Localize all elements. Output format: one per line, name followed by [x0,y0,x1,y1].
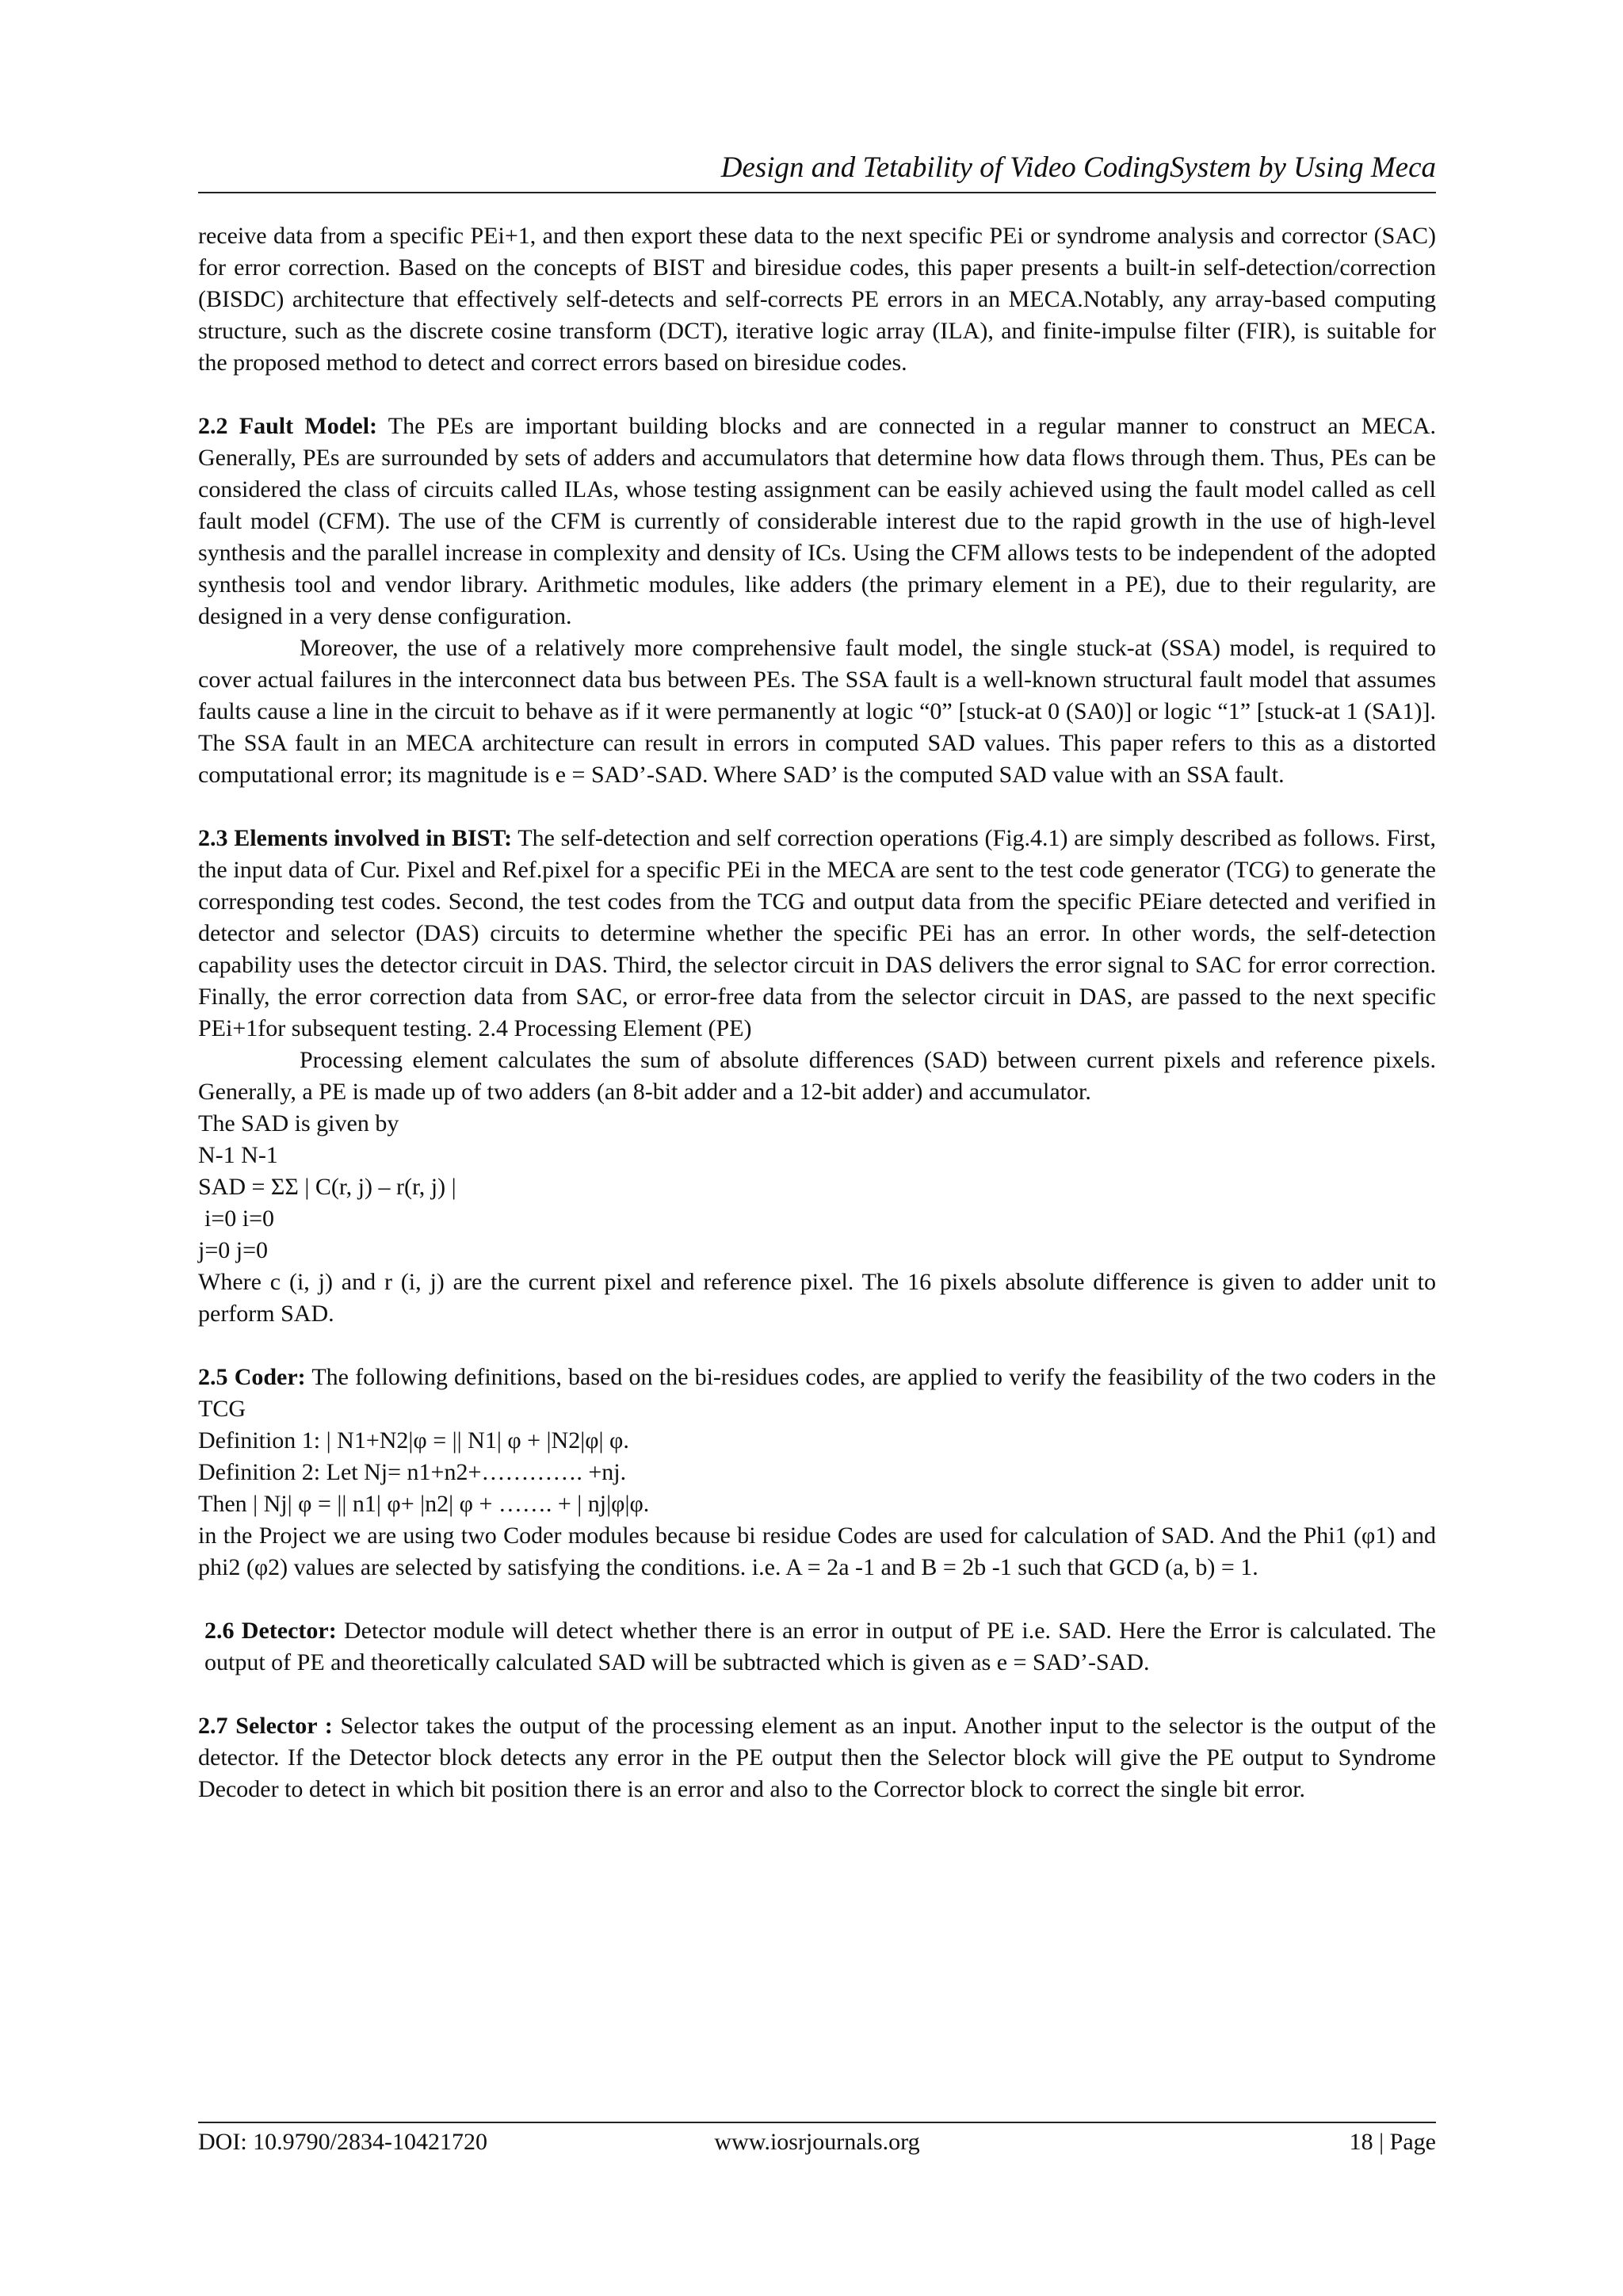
selector-paragraph [198,1710,1436,1805]
fault-model-text: The PEs are important building blocks and are connected in a regular manner to construct an MECA. Generally, PEs are surrounded by sets of adders and accumulators that determine how data flows through them. Thus, PEs can be considered the class of circuits called ILAs, whose testing assignment can be easily achieved using the fault model called as cell fault model (CFM). The use of the CFM is currently of considerable interest due to the rapid growth in the use of high-level synthesis and the parallel increase in complexity and density of ICs. Using the CFM allows tests to be independent of the adopted synthesis tool and vendor library. Arithmetic modules, like adders (the primary element in a PE), due to their regularity, are designed in a very dense configuration. [198,413,1436,629]
fault-model-paragraph [198,411,1436,632]
sad-given-line: The SAD is given by [198,1110,399,1137]
definition-2-then: Then | Nj| φ = || n1| φ+ |n2| φ + ……. + | nj|φ|φ. [198,1491,650,1517]
sad-formula: SAD = ΣΣ | C(r, j) – r(r, j) | [198,1174,456,1200]
coder-heading: 2.5 Coder: [198,1364,306,1390]
footer-doi: DOI: 10.9790/2834-10421720 [198,2129,487,2155]
coder-text: The following definitions, based on the bi-residues codes, are applied to verify the feasibility of the two coders in the TCG [198,1364,1436,1422]
fault-model-continuation: Moreover, the use of a relatively more comprehensive fault model, the single stuck-at (SSA) model, is required to cover actual failures in the interconnect data bus between PEs. The SSA fault is a well-known structural fault model that assumes faults cause a line in the circuit to behave as if it were permanently at logic “0” [stuck-at 0 (SA0)] or logic “1” [stuck-at 1 (SA1)]. The SSA fault in an MECA architecture can result in errors in computed SAD values. This paper refers to this as a distorted computational error; its magnitude is e = SAD’-SAD. Where SAD’ is the computed SAD value with an SSA fault. [198,635,1436,788]
detector-heading: 2.6 Detector: [204,1618,337,1644]
page-footer [198,2125,1436,2160]
definition-1: Definition 1: | N1+N2|φ = || N1| φ + |N2|φ| φ. [198,1427,629,1454]
bist-heading: 2.3 Elements involved in BIST: [198,825,513,851]
sad-limits-j: j=0 j=0 [198,1237,269,1263]
detector-paragraph [198,1615,1436,1679]
pe-paragraph: Processing element calculates the sum of absolute differences (SAD) between current pixels and reference pixels. Generally, a PE is made up of two adders (an 8-bit adder and a 12-bit adder) and accumulator. [198,1047,1436,1105]
coder-paragraph [198,1362,1436,1425]
footer-website: www.iosrjournals.org [714,2129,920,2155]
running-header: Design and Tetability of Video CodingSystem by Using Meca [720,151,1436,184]
detector-text: Detector module will detect whether there is an error in output of PE i.e. SAD. Here the Error is calculated. The output of PE and theoretically calculated SAD will be subtracted which is given as e = SAD’-SAD. [204,1618,1436,1675]
sad-where-paragraph: Where c (i, j) and r (i, j) are the current pixel and reference pixel. The 16 pixels absolute difference is given to adder unit to perform SAD. [198,1269,1436,1327]
intro-paragraph: receive data from a specific PEi+1, and then export these data to the next specific PEi or syndrome analysis and corrector (SAC) for error correction. Based on the concepts of BIST and biresidue codes, this paper presents a built-in self-detection/correction (BISDC) architecture that effectively self-detects and self-corrects PE errors in an MECA.Notably, any array-based computing structure, such as the discrete cosine transform (DCT), iterative logic array (ILA), and finite-impulse filter (FIR), is suitable for the proposed method to detect and correct errors based on biresidue codes. [198,223,1436,376]
header-rule [198,192,1436,193]
selector-heading: 2.7 Selector : [198,1713,333,1739]
sad-limits-i: i=0 i=0 [204,1205,275,1232]
selector-text: Selector takes the output of the processing element as an input. Another input to the selector is the output of the detector. If the Detector block detects any error in the PE output then the Selector block will give the PE output to Syndrome Decoder to detect in which bit position there is an error and also to the Corrector block to correct the single bit error. [198,1713,1436,1802]
bist-paragraph [198,823,1436,1045]
bist-text: The self-detection and self correction operations (Fig.4.1) are simply described as follows. First, the input data of Cur. Pixel and Ref.pixel for a specific PEi in the MECA are sent to the test code generator (TCG) to generate the corresponding test codes. Second, the test codes from the TCG and output data from the specific PEiare detected and verified in detector and selector (DAS) circuits to determine whether the specific PEi has an error. In other words, the self-detection capability uses the detector circuit in DAS. Third, the selector circuit in DAS delivers the error signal to SAC for error correction. Finally, the error correction data from SAC, or error-free data from the selector circuit in DAS, are passed to the next specific PEi+1for subsequent testing. 2.4 Processing Element (PE) [198,825,1436,1041]
definition-2: Definition 2: Let Nj= n1+n2+…………. +nj. [198,1459,627,1485]
coder-project-paragraph: in the Project we are using two Coder modules because bi residue Codes are used for calculation of SAD. And the Phi1 (φ1) and phi2 (φ2) values are selected by satisfying the conditions. i.e. A = 2a -1 and B = 2b -1 such that GCD (a, b) = 1. [198,1522,1436,1580]
article-body [198,220,1436,1805]
footer-rule [198,2122,1436,2123]
fault-model-heading: 2.2 Fault Model: [198,413,378,439]
footer-page-number: 18 | Page [1349,2129,1436,2155]
sad-limits-top: N-1 N-1 [198,1142,278,1168]
